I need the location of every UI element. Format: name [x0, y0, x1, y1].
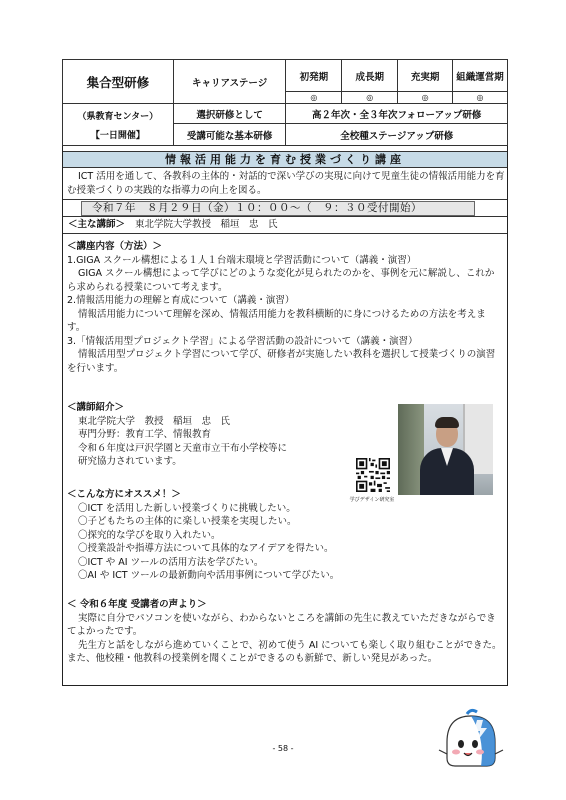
content-item3-body: 情報活用型プロジェクト学習について学び、研修者が実施したい教科を選択して授業づくりの演習を行います。	[67, 349, 496, 374]
participant-voices-heading: ＜ 令和６年度 受講者の声より＞	[67, 599, 207, 610]
photo-hair	[435, 417, 459, 428]
qr-code-icon[interactable]	[356, 458, 390, 492]
followup-training-1: 高２年次・全３年次フォローアップ研修	[286, 104, 508, 124]
followup-training-2: 全校種ステージアップ研修	[286, 124, 508, 146]
main-lecturer-row	[63, 217, 507, 234]
recommend-section	[67, 488, 503, 583]
stage-initial-mark: ◎	[286, 92, 342, 104]
organizer-cell	[63, 104, 174, 146]
header-table	[62, 59, 508, 146]
lecturer-photo	[398, 404, 493, 495]
qr-caption: 学びデザイン研究室	[349, 497, 395, 503]
profile-line-2: 専門分野：教育工学、情報教育	[78, 429, 212, 440]
recommend-item: 〇子どもたちの主体的に楽しい授業を実現したい。	[78, 516, 297, 527]
profile-line-4: 研究協力されています。	[78, 456, 182, 467]
recommend-item: 〇授業設計や指導方法について具体的なアイデアを得たい。	[78, 543, 334, 554]
stage-management: 組織運営期	[453, 60, 508, 92]
course-content-heading: ＜講座内容（方法）＞	[67, 241, 163, 252]
selective-label-1: 選択研修として	[173, 104, 286, 124]
content-item1-title: 1.GIGA スクール構想による１人１台端末環境と学習活動について（講義・演習）	[67, 254, 417, 266]
course-purpose: ICT 活用を通して、各教科の主体的・対話的で深い学びの実現に向けて児童生徒の情報活用能力を育む授業づくりの実践的な指導力の向上を図る。	[67, 171, 505, 196]
date-text: 令和７年 ８月２９日（金）１０：００～（ ９：３０受付開始）	[81, 201, 475, 216]
stage-mature: 充実期	[398, 60, 453, 92]
stage-growth-mark: ◎	[342, 92, 398, 104]
recommend-heading: ＜こんな方にオススメ！＞	[67, 489, 181, 500]
content-item2-body: 情報活用能力について理解を深め、情報活用能力を教科横断的に身につけるための方法を考えます。	[67, 308, 486, 333]
content-item1-body: GIGA スクール構想によって学びにどのような変化が見られたのかを、事例を元に解説し、これから求められる授業について考えます。	[67, 268, 495, 293]
participant-voices-section	[67, 598, 503, 666]
recommend-item: 〇ICT や AI ツールの活用方法を学びたい。	[78, 556, 264, 568]
stage-growth: 成長期	[342, 60, 398, 92]
voice-paragraph-2: 先生方と話をしながら進めていくことで、初めて使う AI についても楽しく取り組むことができた。また、他校種・他教科の授業例を聞くことができるのも新鮮で、新しい発見があった。	[67, 639, 502, 664]
recommend-item: 〇探究的な学びを取り入れたい。	[78, 529, 221, 541]
recommend-item: 〇ICT を活用した新しい授業づくりに挑戦したい。	[78, 502, 296, 514]
stage-initial: 初発期	[286, 60, 342, 92]
mascot-character-icon	[437, 708, 505, 768]
voice-paragraph-1: 実際に自分でパソコンを使いながら、わからないところを講師の先生に教えていただきながらできてよかったです。	[67, 612, 496, 637]
main-lecturer-label: ＜主な講師＞	[68, 219, 126, 230]
lecturer-profile-section	[67, 401, 347, 469]
stage-mature-mark: ◎	[398, 92, 453, 104]
profile-line-1: 東北学院大学 教授 稲垣 忠 氏	[78, 415, 231, 427]
stage-management-mark: ◎	[453, 92, 508, 104]
training-type-title: 集合型研修	[63, 60, 174, 104]
recommend-item: 〇AI や ICT ツールの最新動向や活用事例について学びたい。	[78, 570, 340, 581]
course-title-banner: 情報活用能力を育む授業づくり講座	[63, 151, 507, 168]
date-bar	[63, 199, 507, 217]
content-item2-title: 2.情報活用能力の理解と育成について（講義・演習）	[67, 295, 295, 306]
page-number: - 58 -	[272, 744, 294, 753]
course-content-section	[67, 240, 503, 375]
lecturer-profile-heading: ＜講師紹介＞	[67, 402, 125, 413]
content-item3-title: 3.「情報活用型プロジェクト学習」による学習活動の設計について（講義・演習）	[67, 335, 418, 347]
organizer-text: （県教育センター）	[77, 111, 159, 122]
selective-label-2: 受講可能な基本研修	[173, 124, 286, 146]
profile-line-3: 令和６年度は戸沢学園と天童市立干布小学校等に	[78, 442, 288, 454]
duration-text: 【一日開催】	[90, 130, 145, 141]
career-stage-label: キャリアステージ	[173, 60, 286, 104]
main-lecturer-name: 東北学院大学教授 稲垣 忠 氏	[135, 219, 278, 230]
